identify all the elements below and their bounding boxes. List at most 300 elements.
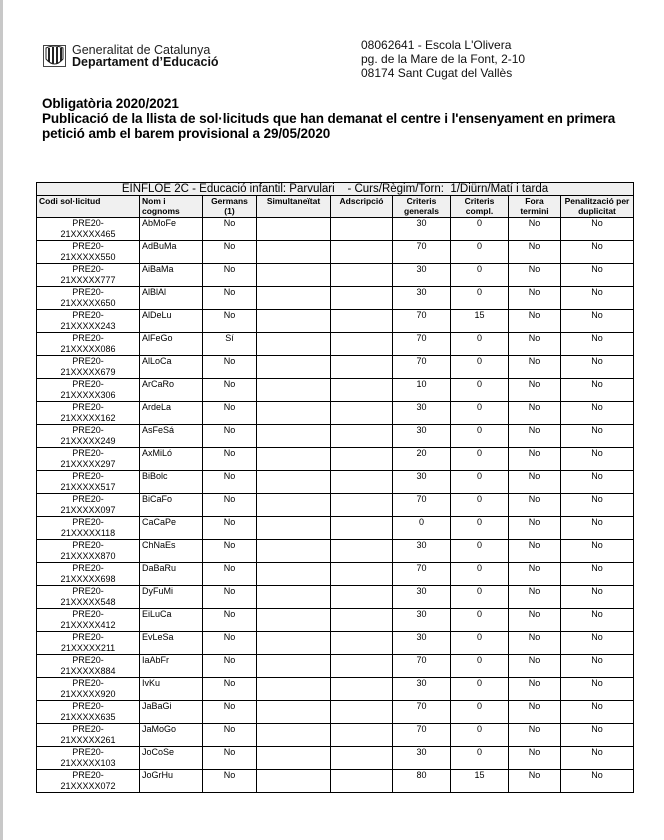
cell-penalitzacio: No (561, 310, 634, 333)
cell-code (37, 517, 140, 540)
cell-criteris-compl: 15 (451, 310, 509, 333)
col-criteris-compl: Criteris compl. (451, 196, 509, 218)
code-prefix: PRE20- (72, 448, 104, 458)
table-row (37, 563, 634, 586)
cell-criteris-compl: 0 (451, 241, 509, 264)
code-prefix: PRE20- (72, 724, 104, 734)
cell-penalitzacio: No (561, 724, 634, 747)
cell-fora-termini: No (509, 402, 561, 425)
cell-penalitzacio: No (561, 609, 634, 632)
cell-germans: No (203, 310, 257, 333)
code-suffix: 21XXXXX777 (60, 275, 116, 285)
cell-penalitzacio: No (561, 241, 634, 264)
cell-simultaneitat (257, 425, 331, 448)
cell-adscripcio (331, 770, 393, 793)
cell-criteris-generals: 70 (393, 563, 451, 586)
code-prefix: PRE20- (72, 241, 104, 251)
cell-criteris-generals: 0 (393, 517, 451, 540)
cell-name: IaAbFr (140, 655, 203, 678)
cell-germans: No (203, 425, 257, 448)
cell-code (37, 471, 140, 494)
cell-name: AiBaMa (140, 264, 203, 287)
table-row (37, 241, 634, 264)
cell-fora-termini: No (509, 609, 561, 632)
cell-penalitzacio: No (561, 333, 634, 356)
cell-criteris-generals: 70 (393, 333, 451, 356)
cell-simultaneitat (257, 356, 331, 379)
cell-code (37, 356, 140, 379)
cell-code (37, 287, 140, 310)
cell-name: AlBlAl (140, 287, 203, 310)
code-suffix: 21XXXXX103 (60, 758, 116, 768)
code-prefix: PRE20- (72, 747, 104, 757)
table-row (37, 310, 634, 333)
cell-simultaneitat (257, 218, 331, 241)
cell-adscripcio (331, 540, 393, 563)
cell-germans: No (203, 540, 257, 563)
cell-fora-termini: No (509, 770, 561, 793)
cell-fora-termini: No (509, 586, 561, 609)
cell-name: ArCaRo (140, 379, 203, 402)
cell-criteris-compl: 0 (451, 494, 509, 517)
table-row (37, 517, 634, 540)
cell-adscripcio (331, 264, 393, 287)
table-row (37, 379, 634, 402)
cell-criteris-compl: 0 (451, 701, 509, 724)
cell-germans: No (203, 241, 257, 264)
code-prefix: PRE20- (72, 287, 104, 297)
cell-germans: No (203, 287, 257, 310)
table-row (37, 425, 634, 448)
code-suffix: 21XXXXX548 (60, 597, 116, 607)
code-suffix: 21XXXXX870 (60, 551, 116, 561)
cell-fora-termini: No (509, 632, 561, 655)
cell-name: AlDeLu (140, 310, 203, 333)
cell-criteris-compl: 0 (451, 356, 509, 379)
cell-germans: No (203, 632, 257, 655)
code-suffix: 21XXXXX679 (60, 367, 116, 377)
col-adscripcio: Adscripció (331, 196, 393, 218)
cell-germans: No (203, 609, 257, 632)
cell-fora-termini: No (509, 287, 561, 310)
code-prefix: PRE20- (72, 770, 104, 780)
cell-germans: No (203, 655, 257, 678)
cell-name: DaBaRu (140, 563, 203, 586)
cell-name: AxMiLó (140, 448, 203, 471)
cell-criteris-compl: 0 (451, 655, 509, 678)
cell-adscripcio (331, 448, 393, 471)
school-street: pg. de la Mare de la Font, 2-10 (361, 52, 526, 66)
cell-germans: No (203, 448, 257, 471)
cell-adscripcio (331, 310, 393, 333)
code-suffix: 21XXXXX086 (60, 344, 116, 354)
cell-name: JaBaGi (140, 701, 203, 724)
cell-criteris-compl: 0 (451, 517, 509, 540)
logo (43, 44, 219, 68)
cell-criteris-compl: 0 (451, 747, 509, 770)
cell-germans: No (203, 678, 257, 701)
cell-germans: No (203, 563, 257, 586)
code-suffix: 21XXXXX162 (60, 413, 116, 423)
cell-name: JoCoSe (140, 747, 203, 770)
cell-simultaneitat (257, 448, 331, 471)
cell-penalitzacio: No (561, 379, 634, 402)
table-row (37, 218, 634, 241)
table-row (37, 747, 634, 770)
code-suffix: 21XXXXX072 (60, 781, 116, 791)
cell-simultaneitat (257, 609, 331, 632)
cell-adscripcio (331, 632, 393, 655)
cell-germans: No (203, 701, 257, 724)
col-codi: Codi sol·licitud (37, 196, 140, 218)
code-suffix: 21XXXXX920 (60, 689, 116, 699)
code-prefix: PRE20- (72, 356, 104, 366)
cell-name: AbMoFe (140, 218, 203, 241)
table-row (37, 356, 634, 379)
cell-fora-termini: No (509, 333, 561, 356)
cell-criteris-generals: 30 (393, 402, 451, 425)
code-prefix: PRE20- (72, 333, 104, 343)
cell-penalitzacio: No (561, 287, 634, 310)
cell-fora-termini: No (509, 218, 561, 241)
col-nom: Nom i cognoms (140, 196, 203, 218)
table-row (37, 494, 634, 517)
cell-criteris-compl: 0 (451, 540, 509, 563)
cell-criteris-compl: 0 (451, 586, 509, 609)
cell-fora-termini: No (509, 264, 561, 287)
code-suffix: 21XXXXX884 (60, 666, 116, 676)
cell-adscripcio (331, 471, 393, 494)
cell-fora-termini: No (509, 655, 561, 678)
code-suffix: 21XXXXX243 (60, 321, 116, 331)
cell-criteris-compl: 0 (451, 632, 509, 655)
cell-fora-termini: No (509, 310, 561, 333)
cell-criteris-generals: 30 (393, 218, 451, 241)
cell-fora-termini: No (509, 448, 561, 471)
cell-name: BiCaFo (140, 494, 203, 517)
cell-criteris-generals: 30 (393, 425, 451, 448)
cell-name: AlFeGo (140, 333, 203, 356)
table-row (37, 586, 634, 609)
cell-adscripcio (331, 379, 393, 402)
cell-penalitzacio: No (561, 264, 634, 287)
cell-name: JaMoGo (140, 724, 203, 747)
cell-germans: No (203, 724, 257, 747)
cell-adscripcio (331, 241, 393, 264)
cell-criteris-compl: 0 (451, 724, 509, 747)
table-row (37, 609, 634, 632)
cell-criteris-generals: 70 (393, 655, 451, 678)
table-row (37, 333, 634, 356)
table-row (37, 540, 634, 563)
cell-code (37, 770, 140, 793)
code-suffix: 21XXXXX650 (60, 298, 116, 308)
cell-adscripcio (331, 701, 393, 724)
cell-penalitzacio: No (561, 356, 634, 379)
cell-adscripcio (331, 402, 393, 425)
cell-simultaneitat (257, 770, 331, 793)
cell-adscripcio (331, 425, 393, 448)
code-suffix: 21XXXXX211 (60, 643, 116, 653)
code-prefix: PRE20- (72, 310, 104, 320)
col-fora-termini: Fora termini (509, 196, 561, 218)
code-prefix: PRE20- (72, 655, 104, 665)
section-header: EINFLOE 2C - Educació infantil: Parvulari - Curs/Règim/Torn: 1/Diürn/Matí i tarda (37, 183, 634, 196)
title-description-line2: petició amb el barem provisional a 29/05/2020 (42, 126, 331, 141)
cell-criteris-generals: 10 (393, 379, 451, 402)
cell-adscripcio (331, 563, 393, 586)
cell-criteris-generals: 70 (393, 494, 451, 517)
col-simultaneitat: Simultaneïtat (257, 196, 331, 218)
cell-code (37, 241, 140, 264)
code-prefix: PRE20- (72, 678, 104, 688)
cell-adscripcio (331, 586, 393, 609)
cell-penalitzacio: No (561, 448, 634, 471)
cell-adscripcio (331, 517, 393, 540)
cell-name: ChNaEs (140, 540, 203, 563)
table-row (37, 632, 634, 655)
cell-criteris-compl: 0 (451, 264, 509, 287)
cell-simultaneitat (257, 517, 331, 540)
cell-name: EvLeSa (140, 632, 203, 655)
page-left-edge (0, 0, 3, 840)
cell-fora-termini: No (509, 517, 561, 540)
col-penalitzacio: Penalització per duplicitat (561, 196, 634, 218)
cell-penalitzacio: No (561, 540, 634, 563)
cell-name: AlLoCa (140, 356, 203, 379)
cell-criteris-compl: 0 (451, 678, 509, 701)
cell-code (37, 563, 140, 586)
school-address (361, 38, 525, 80)
cell-fora-termini: No (509, 747, 561, 770)
code-prefix: PRE20- (72, 540, 104, 550)
cell-criteris-compl: 0 (451, 379, 509, 402)
cell-fora-termini: No (509, 471, 561, 494)
table-row (37, 655, 634, 678)
cell-simultaneitat (257, 333, 331, 356)
cell-criteris-generals: 70 (393, 310, 451, 333)
cell-criteris-compl: 0 (451, 333, 509, 356)
cell-code (37, 494, 140, 517)
cell-penalitzacio: No (561, 563, 634, 586)
code-prefix: PRE20- (72, 218, 104, 228)
cell-criteris-generals: 30 (393, 609, 451, 632)
cell-criteris-generals: 70 (393, 724, 451, 747)
title-year: Obligatòria 2020/2021 (42, 96, 179, 111)
cell-germans: No (203, 494, 257, 517)
cell-criteris-compl: 0 (451, 218, 509, 241)
page-title (42, 96, 642, 141)
cell-penalitzacio: No (561, 632, 634, 655)
cell-adscripcio (331, 356, 393, 379)
cell-simultaneitat (257, 494, 331, 517)
cell-criteris-compl: 0 (451, 448, 509, 471)
cell-name: JoGrHu (140, 770, 203, 793)
code-suffix: 21XXXXX306 (60, 390, 116, 400)
cell-adscripcio (331, 609, 393, 632)
cell-criteris-generals: 30 (393, 540, 451, 563)
cell-germans: No (203, 586, 257, 609)
cell-code (37, 747, 140, 770)
cell-fora-termini: No (509, 701, 561, 724)
cell-germans: No (203, 402, 257, 425)
cell-germans: No (203, 264, 257, 287)
cell-name: CaCaPe (140, 517, 203, 540)
cell-code (37, 218, 140, 241)
cell-simultaneitat (257, 563, 331, 586)
cell-code (37, 425, 140, 448)
cell-adscripcio (331, 333, 393, 356)
cell-adscripcio (331, 724, 393, 747)
table-row (37, 770, 634, 793)
code-suffix: 21XXXXX297 (60, 459, 116, 469)
cell-adscripcio (331, 218, 393, 241)
code-prefix: PRE20- (72, 517, 104, 527)
table-row (37, 471, 634, 494)
cell-code (37, 701, 140, 724)
cell-criteris-generals: 80 (393, 770, 451, 793)
cell-name: BiBolc (140, 471, 203, 494)
cell-name: AsFeSá (140, 425, 203, 448)
cell-penalitzacio: No (561, 678, 634, 701)
cell-code (37, 264, 140, 287)
cell-fora-termini: No (509, 724, 561, 747)
cell-fora-termini: No (509, 425, 561, 448)
code-suffix: 21XXXXX249 (60, 436, 116, 446)
cell-penalitzacio: No (561, 747, 634, 770)
cell-simultaneitat (257, 632, 331, 655)
table-row (37, 701, 634, 724)
cell-criteris-compl: 0 (451, 609, 509, 632)
cell-adscripcio (331, 287, 393, 310)
code-prefix: PRE20- (72, 494, 104, 504)
col-germans: Germans (1) (203, 196, 257, 218)
table-row (37, 678, 634, 701)
cell-criteris-compl: 15 (451, 770, 509, 793)
cell-penalitzacio: No (561, 425, 634, 448)
cell-criteris-generals: 30 (393, 586, 451, 609)
cell-name: AdBuMa (140, 241, 203, 264)
code-prefix: PRE20- (72, 425, 104, 435)
code-prefix: PRE20- (72, 609, 104, 619)
cell-criteris-compl: 0 (451, 402, 509, 425)
cell-name: DyFuMi (140, 586, 203, 609)
cell-simultaneitat (257, 402, 331, 425)
cell-criteris-compl: 0 (451, 563, 509, 586)
cell-name: ArdeLa (140, 402, 203, 425)
cell-simultaneitat (257, 264, 331, 287)
column-headers (37, 196, 634, 218)
cell-adscripcio (331, 655, 393, 678)
cell-simultaneitat (257, 747, 331, 770)
code-prefix: PRE20- (72, 563, 104, 573)
code-suffix: 21XXXXX465 (60, 229, 116, 239)
cell-criteris-compl: 0 (451, 471, 509, 494)
cell-code (37, 333, 140, 356)
cell-penalitzacio: No (561, 655, 634, 678)
table-row (37, 287, 634, 310)
school-code-name: 08062641 - Escola L'Olivera (361, 38, 512, 52)
code-suffix: 21XXXXX635 (60, 712, 116, 722)
cell-fora-termini: No (509, 241, 561, 264)
cell-penalitzacio: No (561, 218, 634, 241)
cell-simultaneitat (257, 586, 331, 609)
cell-criteris-compl: 0 (451, 425, 509, 448)
generalitat-shield-icon (43, 45, 66, 67)
cell-penalitzacio: No (561, 402, 634, 425)
cell-fora-termini: No (509, 540, 561, 563)
cell-criteris-generals: 30 (393, 471, 451, 494)
cell-criteris-generals: 30 (393, 264, 451, 287)
code-suffix: 21XXXXX698 (60, 574, 116, 584)
cell-criteris-generals: 30 (393, 678, 451, 701)
table-row (37, 448, 634, 471)
cell-simultaneitat (257, 724, 331, 747)
code-prefix: PRE20- (72, 701, 104, 711)
cell-penalitzacio: No (561, 770, 634, 793)
cell-code (37, 448, 140, 471)
cell-germans: No (203, 471, 257, 494)
cell-germans: No (203, 770, 257, 793)
cell-criteris-generals: 70 (393, 701, 451, 724)
cell-name: IvKu (140, 678, 203, 701)
cell-fora-termini: No (509, 563, 561, 586)
cell-code (37, 310, 140, 333)
cell-simultaneitat (257, 678, 331, 701)
cell-penalitzacio: No (561, 586, 634, 609)
cell-code (37, 655, 140, 678)
table-row (37, 402, 634, 425)
col-criteris-generals: Criteris generals (393, 196, 451, 218)
cell-code (37, 540, 140, 563)
code-prefix: PRE20- (72, 402, 104, 412)
cell-code (37, 678, 140, 701)
cell-criteris-generals: 70 (393, 356, 451, 379)
cell-criteris-generals: 30 (393, 287, 451, 310)
cell-code (37, 586, 140, 609)
code-suffix: 21XXXXX097 (60, 505, 116, 515)
cell-penalitzacio: No (561, 471, 634, 494)
code-prefix: PRE20- (72, 586, 104, 596)
cell-adscripcio (331, 747, 393, 770)
cell-criteris-generals: 20 (393, 448, 451, 471)
cell-simultaneitat (257, 471, 331, 494)
code-suffix: 21XXXXX550 (60, 252, 116, 262)
cell-criteris-compl: 0 (451, 287, 509, 310)
cell-adscripcio (331, 678, 393, 701)
cell-penalitzacio: No (561, 494, 634, 517)
applications-table (36, 182, 634, 793)
code-prefix: PRE20- (72, 264, 104, 274)
code-suffix: 21XXXXX261 (60, 735, 116, 745)
cell-code (37, 724, 140, 747)
cell-simultaneitat (257, 379, 331, 402)
org-name: Generalitat de Catalunya (72, 43, 211, 57)
cell-fora-termini: No (509, 356, 561, 379)
code-prefix: PRE20- (72, 632, 104, 642)
cell-adscripcio (331, 494, 393, 517)
cell-penalitzacio: No (561, 517, 634, 540)
cell-germans: Sí (203, 333, 257, 356)
school-city: 08174 Sant Cugat del Vallès (361, 66, 513, 80)
code-suffix: 21XXXXX412 (60, 620, 116, 630)
cell-simultaneitat (257, 701, 331, 724)
title-description-line1: Publicació de la llista de sol·licituds que han demanat el centre i l'ensenyament en primera (42, 111, 616, 126)
cell-penalitzacio: No (561, 701, 634, 724)
cell-simultaneitat (257, 287, 331, 310)
cell-simultaneitat (257, 310, 331, 333)
cell-germans: No (203, 356, 257, 379)
